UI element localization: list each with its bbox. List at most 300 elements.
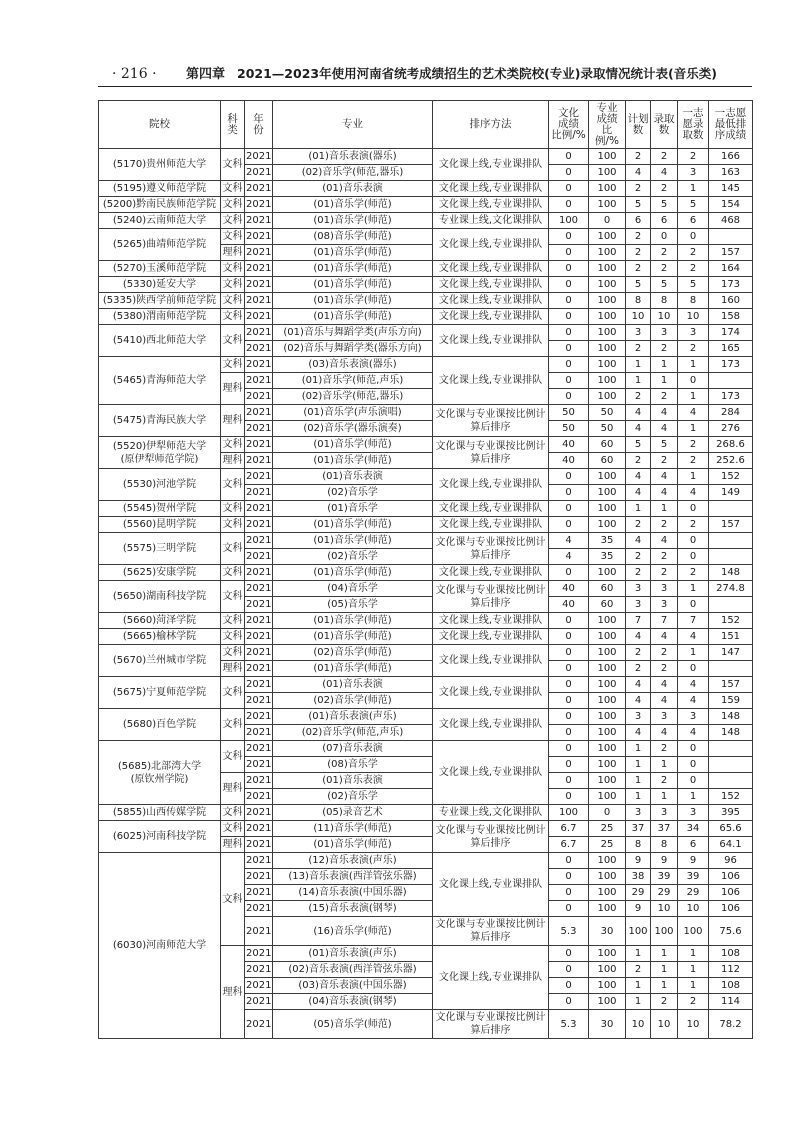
major-cell: (07)音乐表演: [273, 741, 433, 757]
culture-ratio-cell: 0: [549, 946, 589, 962]
admitted-count-cell: 1: [651, 757, 678, 773]
major-ratio-cell: 0: [589, 213, 626, 229]
school-name: (6030)河南师范大学: [112, 940, 207, 951]
sort-method-cell: 文化课与专业课按比例计算后排序: [433, 437, 549, 469]
admitted-count-cell: 100: [651, 917, 678, 946]
first-choice-admitted-cell: 2: [678, 149, 709, 165]
sort-method-cell: 文化课上线,专业课排队: [433, 325, 549, 357]
plan-count-cell: 2: [626, 962, 651, 978]
first-choice-min-score-cell: 151: [709, 629, 753, 645]
culture-ratio-cell: 0: [549, 885, 589, 901]
table-row: [99, 533, 753, 549]
first-choice-min-score-cell: 173: [709, 389, 753, 405]
category-cell: 理科: [221, 373, 245, 405]
year-cell: 2021: [245, 629, 273, 645]
school-cell: [99, 853, 221, 1039]
school-name: (5545)贺州学院: [122, 503, 197, 514]
admitted-count-cell: 4: [651, 693, 678, 709]
culture-ratio-cell: 0: [549, 293, 589, 309]
year-cell: 2021: [245, 309, 273, 325]
first-choice-min-score-cell: 106: [709, 901, 753, 917]
category-cell: 文科: [221, 517, 245, 533]
year-cell: 2021: [245, 149, 273, 165]
first-choice-admitted-cell: 1: [678, 469, 709, 485]
culture-ratio-cell: 0: [549, 485, 589, 501]
year-cell: 2021: [245, 821, 273, 837]
first-choice-admitted-cell: 2: [678, 517, 709, 533]
first-choice-admitted-cell: 5: [678, 277, 709, 293]
sort-method-cell: 文化课上线,专业课排队: [433, 149, 549, 181]
major-ratio-cell: 100: [589, 946, 626, 962]
major-cell: (01)音乐学(师范): [273, 661, 433, 677]
major-ratio-cell: 100: [589, 357, 626, 373]
first-choice-admitted-cell: 2: [678, 994, 709, 1010]
plan-count-cell: 4: [626, 165, 651, 181]
table-row: [99, 613, 753, 629]
first-choice-admitted-cell: 2: [678, 565, 709, 581]
category-cell: 文科: [221, 357, 245, 373]
culture-ratio-cell: 100: [549, 213, 589, 229]
admitted-count-cell: 9: [651, 853, 678, 869]
major-cell: (01)音乐表演(声乐): [273, 709, 433, 725]
school-cell: [99, 741, 221, 805]
school-cell: [99, 437, 221, 469]
admitted-count-cell: 2: [651, 245, 678, 261]
major-cell: (14)音乐表演(中国乐器): [273, 885, 433, 901]
sort-method-cell: 文化课与专业课按比例计算后排序: [433, 533, 549, 565]
year-cell: 2021: [245, 978, 273, 994]
first-choice-min-score-cell: [709, 533, 753, 549]
culture-ratio-cell: 0: [549, 629, 589, 645]
admitted-count-cell: 5: [651, 197, 678, 213]
column-header-category: 科 类: [221, 101, 245, 149]
admitted-count-cell: 4: [651, 421, 678, 437]
first-choice-admitted-cell: 4: [678, 629, 709, 645]
category-cell: 文科: [221, 181, 245, 197]
major-cell: (01)音乐学(师范): [273, 517, 433, 533]
year-cell: 2021: [245, 213, 273, 229]
plan-count-cell: 1: [626, 773, 651, 789]
category-cell: 文科: [221, 261, 245, 277]
table-row: [99, 437, 753, 453]
culture-ratio-cell: 6.7: [549, 837, 589, 853]
school-cell: [99, 197, 221, 213]
first-choice-min-score-cell: 148: [709, 725, 753, 741]
major-ratio-cell: 100: [589, 309, 626, 325]
first-choice-admitted-cell: 0: [678, 229, 709, 245]
culture-ratio-cell: 0: [549, 741, 589, 757]
major-cell: (01)音乐学(师范): [273, 277, 433, 293]
column-header-admitted-count: 录取 数: [651, 101, 678, 149]
first-choice-admitted-cell: 1: [678, 946, 709, 962]
major-ratio-cell: 100: [589, 901, 626, 917]
admitted-count-cell: 2: [651, 565, 678, 581]
school-name: (5270)玉溪师范学院: [112, 263, 207, 274]
table-row: [99, 581, 753, 597]
first-choice-admitted-cell: 8: [678, 293, 709, 309]
category-cell: 理科: [221, 837, 245, 853]
major-ratio-cell: 50: [589, 405, 626, 421]
major-ratio-cell: 100: [589, 773, 626, 789]
first-choice-min-score-cell: [709, 741, 753, 757]
major-ratio-cell: 100: [589, 709, 626, 725]
major-ratio-cell: 100: [589, 789, 626, 805]
admitted-count-cell: 37: [651, 821, 678, 837]
culture-ratio-cell: 0: [549, 277, 589, 293]
school-name: (5240)云南师范大学: [112, 215, 207, 226]
admitted-count-cell: 1: [651, 501, 678, 517]
first-choice-admitted-cell: 1: [678, 389, 709, 405]
first-choice-min-score-cell: 112: [709, 962, 753, 978]
category-cell: 文科: [221, 533, 245, 565]
major-cell: (01)音乐学(师范): [273, 213, 433, 229]
major-cell: (01)音乐表演(声乐): [273, 946, 433, 962]
major-cell: (01)音乐学(声乐演唱): [273, 405, 433, 421]
first-choice-min-score-cell: 268.6: [709, 437, 753, 453]
admitted-count-cell: 4: [651, 469, 678, 485]
major-cell: (01)音乐学(师范): [273, 245, 433, 261]
first-choice-min-score-cell: 163: [709, 165, 753, 181]
school-name: (5675)宁夏师范学院: [112, 687, 207, 698]
plan-count-cell: 8: [626, 293, 651, 309]
table-row: [99, 709, 753, 725]
plan-count-cell: 4: [626, 693, 651, 709]
admitted-count-cell: 2: [651, 741, 678, 757]
culture-ratio-cell: 0: [549, 613, 589, 629]
plan-count-cell: 2: [626, 549, 651, 565]
admitted-count-cell: 2: [651, 645, 678, 661]
admission-statistics-table: [98, 100, 753, 1039]
major-ratio-cell: 60: [589, 453, 626, 469]
first-choice-min-score-cell: 252.6: [709, 453, 753, 469]
culture-ratio-cell: 0: [549, 165, 589, 181]
major-ratio-cell: 50: [589, 421, 626, 437]
first-choice-min-score-cell: 165: [709, 341, 753, 357]
year-cell: 2021: [245, 581, 273, 597]
school-name: (5670)兰州城市学院: [112, 655, 207, 666]
year-cell: 2021: [245, 517, 273, 533]
first-choice-min-score-cell: [709, 597, 753, 613]
table-row: [99, 293, 753, 309]
first-choice-admitted-cell: 3: [678, 325, 709, 341]
sort-method-cell: 文化课上线,专业课排队: [433, 501, 549, 517]
first-choice-min-score-cell: [709, 501, 753, 517]
first-choice-min-score-cell: 96: [709, 853, 753, 869]
first-choice-min-score-cell: 159: [709, 693, 753, 709]
first-choice-admitted-cell: 0: [678, 661, 709, 677]
culture-ratio-cell: 0: [549, 197, 589, 213]
plan-count-cell: 1: [626, 373, 651, 389]
first-choice-admitted-cell: 4: [678, 405, 709, 421]
sort-method-cell: 文化课上线,专业课排队: [433, 629, 549, 645]
year-cell: 2021: [245, 885, 273, 901]
major-ratio-cell: 100: [589, 325, 626, 341]
culture-ratio-cell: 0: [549, 978, 589, 994]
admitted-count-cell: 8: [651, 293, 678, 309]
first-choice-min-score-cell: 468: [709, 213, 753, 229]
culture-ratio-cell: 40: [549, 597, 589, 613]
culture-ratio-cell: 0: [549, 693, 589, 709]
first-choice-min-score-cell: 148: [709, 709, 753, 725]
first-choice-min-score-cell: 106: [709, 869, 753, 885]
plan-count-cell: 8: [626, 837, 651, 853]
culture-ratio-cell: 50: [549, 405, 589, 421]
first-choice-min-score-cell: 166: [709, 149, 753, 165]
sort-method-cell: 文化课上线,专业课排队: [433, 277, 549, 293]
major-ratio-cell: 60: [589, 581, 626, 597]
table-row: [99, 469, 753, 485]
major-cell: (01)音乐学(师范): [273, 309, 433, 325]
culture-ratio-cell: 0: [549, 773, 589, 789]
first-choice-admitted-cell: 2: [678, 453, 709, 469]
first-choice-admitted-cell: 0: [678, 597, 709, 613]
major-ratio-cell: 100: [589, 517, 626, 533]
year-cell: 2021: [245, 1010, 273, 1039]
admitted-count-cell: 10: [651, 1010, 678, 1039]
major-ratio-cell: 0: [589, 805, 626, 821]
column-header-culture-ratio: 文化 成绩 比例/%: [549, 101, 589, 149]
year-cell: 2021: [245, 661, 273, 677]
admitted-count-cell: 2: [651, 341, 678, 357]
category-cell: 文科: [221, 293, 245, 309]
school-name: (5660)菏泽学院: [122, 615, 197, 626]
table-row: [99, 821, 753, 837]
category-cell: 文科: [221, 629, 245, 645]
table-row: [99, 261, 753, 277]
admitted-count-cell: 1: [651, 962, 678, 978]
major-ratio-cell: 100: [589, 962, 626, 978]
major-ratio-cell: 100: [589, 885, 626, 901]
school-cell: [99, 565, 221, 581]
plan-count-cell: 3: [626, 709, 651, 725]
first-choice-admitted-cell: 6: [678, 213, 709, 229]
culture-ratio-cell: 0: [549, 469, 589, 485]
first-choice-min-score-cell: 152: [709, 469, 753, 485]
major-ratio-cell: 60: [589, 437, 626, 453]
first-choice-admitted-cell: 10: [678, 1010, 709, 1039]
culture-ratio-cell: 100: [549, 805, 589, 821]
sort-method-cell: 专业课上线,文化课排队: [433, 213, 549, 229]
plan-count-cell: 5: [626, 277, 651, 293]
sort-method-cell: 文化课上线,专业课排队: [433, 469, 549, 501]
major-ratio-cell: 100: [589, 165, 626, 181]
school-name: (5330)延安大学: [122, 279, 197, 290]
admitted-count-cell: 3: [651, 805, 678, 821]
major-cell: (01)音乐学: [273, 501, 433, 517]
school-cell: [99, 581, 221, 613]
school-name: (5170)贵州师范大学: [112, 159, 207, 170]
category-cell: 理科: [221, 405, 245, 437]
major-cell: (01)音乐学(师范): [273, 837, 433, 853]
plan-count-cell: 1: [626, 978, 651, 994]
first-choice-min-score-cell: 174: [709, 325, 753, 341]
culture-ratio-cell: 0: [549, 261, 589, 277]
school-cell: [99, 277, 221, 293]
admitted-count-cell: 2: [651, 181, 678, 197]
school-cell: [99, 805, 221, 821]
major-cell: (01)音乐学(师范): [273, 293, 433, 309]
year-cell: 2021: [245, 773, 273, 789]
category-cell: 文科: [221, 229, 245, 245]
major-cell: (01)音乐学(师范): [273, 533, 433, 549]
first-choice-min-score-cell: 154: [709, 197, 753, 213]
major-cell: (01)音乐表演: [273, 773, 433, 789]
year-cell: 2021: [245, 597, 273, 613]
plan-count-cell: 2: [626, 261, 651, 277]
table-row: [99, 149, 753, 165]
first-choice-min-score-cell: 108: [709, 978, 753, 994]
year-cell: 2021: [245, 453, 273, 469]
category-cell: 文科: [221, 565, 245, 581]
major-cell: (01)音乐学(师范): [273, 197, 433, 213]
category-cell: 理科: [221, 661, 245, 677]
first-choice-admitted-cell: 2: [678, 341, 709, 357]
school-cell: [99, 213, 221, 229]
culture-ratio-cell: 0: [549, 994, 589, 1010]
first-choice-admitted-cell: 1: [678, 581, 709, 597]
category-cell: 理科: [221, 453, 245, 469]
culture-ratio-cell: 0: [549, 373, 589, 389]
major-ratio-cell: 100: [589, 197, 626, 213]
column-header-first-choice-admitted: 一志 愿录 取数: [678, 101, 709, 149]
admitted-count-cell: 10: [651, 901, 678, 917]
major-cell: (01)音乐学(师范): [273, 613, 433, 629]
admitted-count-cell: 6: [651, 213, 678, 229]
school-name: (5475)青海民族大学: [112, 415, 207, 426]
school-name: (5575)三明学院: [122, 543, 197, 554]
admitted-count-cell: 1: [651, 357, 678, 373]
table-row: [99, 853, 753, 869]
sort-method-cell: 文化课上线,专业课排队: [433, 613, 549, 629]
major-cell: (01)音乐学(师范): [273, 453, 433, 469]
first-choice-min-score-cell: 64.1: [709, 837, 753, 853]
category-cell: 文科: [221, 325, 245, 357]
plan-count-cell: 4: [626, 725, 651, 741]
admitted-count-cell: 1: [651, 789, 678, 805]
major-ratio-cell: 35: [589, 533, 626, 549]
school-cell: [99, 469, 221, 501]
culture-ratio-cell: 0: [549, 789, 589, 805]
school-name: (5200)黔南民族师范学院: [102, 199, 217, 210]
school-cell: [99, 613, 221, 629]
admitted-count-cell: 7: [651, 613, 678, 629]
admitted-count-cell: 3: [651, 709, 678, 725]
sort-method-cell: 文化课上线,专业课排队: [433, 261, 549, 277]
school-name: (5560)昆明学院: [122, 519, 197, 530]
category-cell: 文科: [221, 213, 245, 229]
major-ratio-cell: 100: [589, 373, 626, 389]
first-choice-min-score-cell: 160: [709, 293, 753, 309]
table-row: [99, 357, 753, 373]
admitted-count-cell: 2: [651, 149, 678, 165]
year-cell: 2021: [245, 357, 273, 373]
sort-method-cell: 文化课上线,专业课排队: [433, 293, 549, 309]
plan-count-cell: 9: [626, 853, 651, 869]
category-cell: 文科: [221, 581, 245, 613]
major-ratio-cell: 100: [589, 293, 626, 309]
major-cell: (02)音乐学(器乐演奏): [273, 421, 433, 437]
first-choice-min-score-cell: 147: [709, 645, 753, 661]
year-cell: 2021: [245, 565, 273, 581]
school-name: (5530)河池学院: [122, 479, 197, 490]
culture-ratio-cell: 0: [549, 357, 589, 373]
admitted-count-cell: 4: [651, 629, 678, 645]
column-header-major: 专业: [273, 101, 433, 149]
major-ratio-cell: 100: [589, 341, 626, 357]
category-cell: 文科: [221, 741, 245, 773]
plan-count-cell: 6: [626, 213, 651, 229]
culture-ratio-cell: 0: [549, 962, 589, 978]
year-cell: 2021: [245, 789, 273, 805]
first-choice-min-score-cell: 157: [709, 517, 753, 533]
first-choice-min-score-cell: 114: [709, 994, 753, 1010]
major-ratio-cell: 35: [589, 549, 626, 565]
school-cell: [99, 357, 221, 405]
major-cell: (04)音乐表演(钢琴): [273, 994, 433, 1010]
chapter-label: 第四章: [186, 67, 226, 82]
year-cell: 2021: [245, 549, 273, 565]
year-cell: 2021: [245, 197, 273, 213]
table-row: [99, 197, 753, 213]
school-cell: [99, 709, 221, 741]
culture-ratio-cell: 0: [549, 661, 589, 677]
culture-ratio-cell: 0: [549, 229, 589, 245]
first-choice-min-score-cell: 65.6: [709, 821, 753, 837]
year-cell: 2021: [245, 946, 273, 962]
major-ratio-cell: 100: [589, 661, 626, 677]
sort-method-cell: 文化课上线,专业课排队: [433, 709, 549, 741]
category-cell: 文科: [221, 469, 245, 501]
school-name: (5465)青海师范大学: [112, 375, 207, 386]
first-choice-admitted-cell: 3: [678, 165, 709, 181]
school-cell: [99, 181, 221, 197]
category-cell: 文科: [221, 645, 245, 661]
major-ratio-cell: 100: [589, 853, 626, 869]
major-ratio-cell: 100: [589, 645, 626, 661]
school-cell: [99, 517, 221, 533]
school-cell: [99, 309, 221, 325]
sort-method-cell: 文化课上线,专业课排队: [433, 517, 549, 533]
plan-count-cell: 2: [626, 565, 651, 581]
admitted-count-cell: 2: [651, 261, 678, 277]
table-row: [99, 405, 753, 421]
table-row: [99, 325, 753, 341]
first-choice-min-score-cell: 106: [709, 885, 753, 901]
sort-method-cell: 文化课上线,专业课排队: [433, 741, 549, 805]
school-name: (5650)湖南科技学院: [112, 591, 207, 602]
major-ratio-cell: 100: [589, 613, 626, 629]
major-cell: (01)音乐学(师范): [273, 629, 433, 645]
category-cell: 文科: [221, 821, 245, 837]
table-row: [99, 629, 753, 645]
major-ratio-cell: 100: [589, 994, 626, 1010]
admitted-count-cell: 3: [651, 581, 678, 597]
major-cell: (01)音乐学(师范,声乐): [273, 373, 433, 389]
first-choice-admitted-cell: 3: [678, 709, 709, 725]
plan-count-cell: 1: [626, 741, 651, 757]
first-choice-admitted-cell: 2: [678, 437, 709, 453]
culture-ratio-cell: 40: [549, 437, 589, 453]
sort-method-cell: 文化课上线,专业课排队: [433, 309, 549, 325]
year-cell: 2021: [245, 485, 273, 501]
plan-count-cell: 4: [626, 405, 651, 421]
major-cell: (02)音乐表演(西洋管弦乐器): [273, 962, 433, 978]
culture-ratio-cell: 0: [549, 757, 589, 773]
first-choice-admitted-cell: 2: [678, 261, 709, 277]
first-choice-min-score-cell: 284: [709, 405, 753, 421]
plan-count-cell: 9: [626, 901, 651, 917]
first-choice-min-score-cell: [709, 773, 753, 789]
